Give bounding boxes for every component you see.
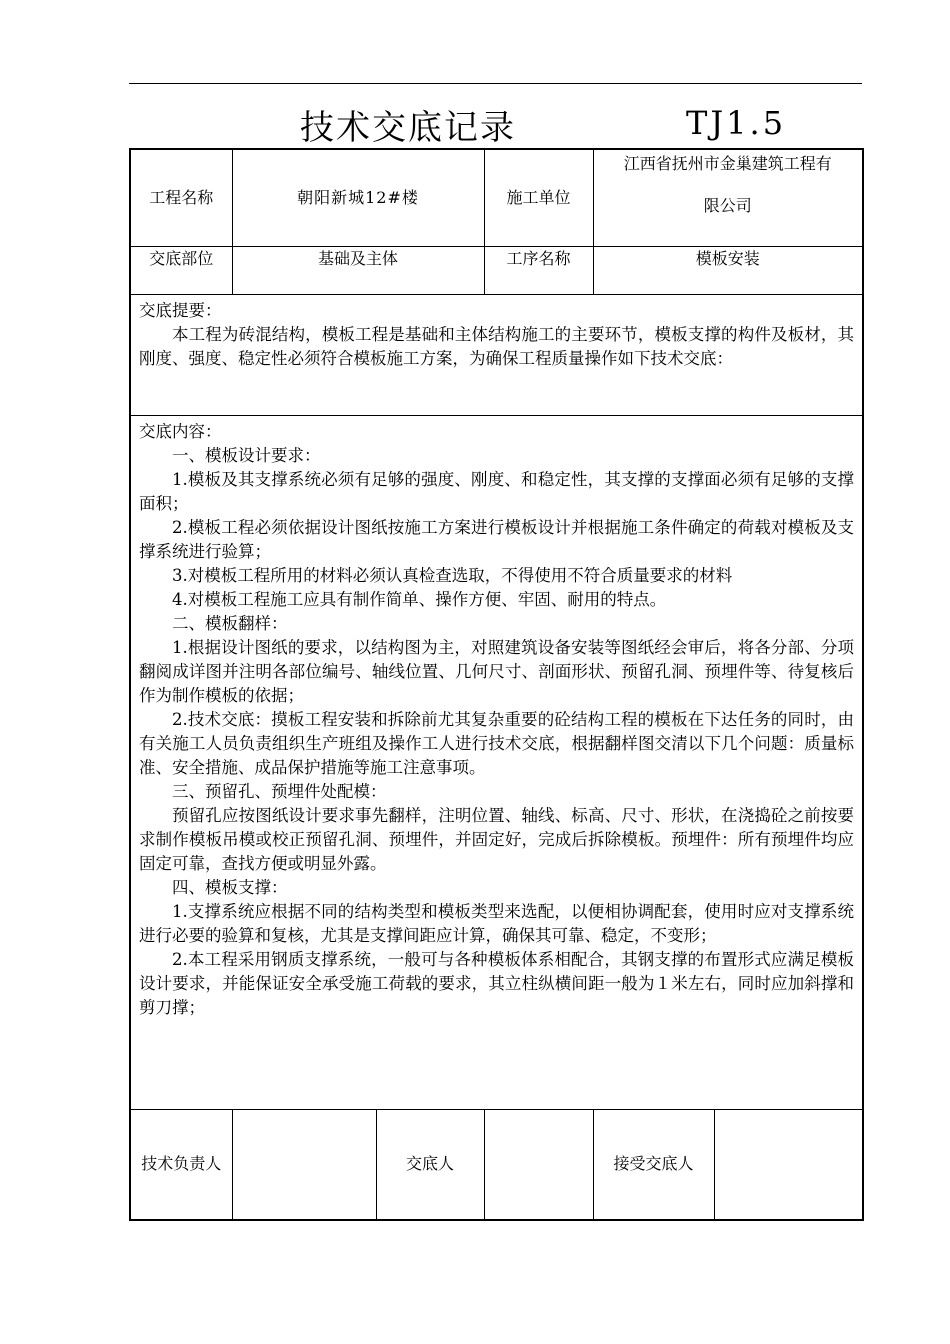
construction-unit-value [593,149,863,246]
construction-unit-line1: 江西省抚州市金巢建筑工程有 [623,154,832,173]
content-paragraph: 1.支撑系统应根据不同的结构类型和模板类型来选配，以便相协调配套，使用时应对支撑系统进行必要的验算和复核，尤其是支撑间距应计算，确保其可靠、稳定，不变形； [139,901,855,945]
content-paragraph: 1.模板及其支撑系统必须有足够的强度、刚度、和稳定性，其支撑的支撑面必须有足够的支撑面积； [139,469,855,513]
summary-row [130,294,863,415]
content-paragraph: 3.对模板工程所用的材料必须认真检查选取，不得使用不符合质量要求的材料 [172,565,733,585]
project-name-value: 朝阳新城12#楼 [232,149,484,246]
project-name-label: 工程名称 [130,149,232,246]
section-heading: 三、预留孔、预埋件处配模： [172,781,387,801]
disclosure-part-value: 基础及主体 [232,246,484,294]
process-name-label: 工序名称 [484,246,593,294]
content-paragraph: 2.本工程采用钢质支撑系统，一般可与各种模板体系相配合，其钢支撑的布置形式应满足模板设计要求，并能保证安全承受施工荷载的要求，其立柱纵横间距一般为１米左右，同时应加斜撑和剪刀撑； [139,949,855,1017]
document-title: 技术交底记录 [300,108,516,148]
summary-label: 交底提要： [139,300,222,320]
document-code: TJ1.5 [686,104,787,142]
section-heading: 一、模板设计要求： [172,445,321,465]
top-rule [129,83,862,84]
content-block [130,415,863,1109]
part-row [130,246,863,294]
tech-lead-label: 技术负责人 [130,1109,232,1220]
construction-unit-line2: 限公司 [703,196,752,215]
summary-block [130,294,863,415]
project-row [130,149,863,246]
discloser-label: 交底人 [376,1109,484,1220]
content-paragraph: 预留孔应按图纸设计要求事先翻样，注明位置、轴线、标高、尺寸、形状，在浇捣砼之前按要求制作模板吊模或校正预留孔洞、预埋件，并固定好，完成后拆除模板。预埋件：所有预埋件均应固定可靠，查找方便或明显外露。 [139,805,855,873]
content-paragraph: 2.技术交底：摸板工程安装和拆除前尤其复杂重要的砼结构工程的模板在下达任务的同时，由有关施工人员负责组织生产班组及操作工人进行技术交底，根据翻样图交清以下几个问题：质量标准、安全措施、成品保护措施等施工注意事项。 [139,709,855,777]
construction-unit-label: 施工单位 [484,149,593,246]
content-paragraph: 1.根据设计图纸的要求，以结构图为主，对照建筑设备安装等图纸经会审后，将各分部、分项翻阅成详图并注明各部位编号、轴线位置、几何尺寸、剖面形状、预留孔洞、预埋件等、待复核后作为制作模板的依据； [139,637,855,705]
content-row [130,415,863,1109]
section-heading: 四、模板支撑： [172,877,288,897]
summary-text: 本工程为砖混结构，模板工程是基础和主体结构施工的主要环节，模板支撑的构件及板材，其刚度、强度、稳定性必须符合模板施工方案，为确保工程质量操作如下技术交底： [139,324,855,368]
signature-row [130,1109,863,1220]
section-heading: 二、模板翻样： [172,613,288,633]
discloser-signature[interactable] [484,1109,593,1220]
content-paragraph: 2.模板工程必须依据设计图纸按施工方案进行模板设计并根据施工条件确定的荷载对模板及支撑系统进行验算； [139,517,855,561]
disclosure-part-label: 交底部位 [130,246,232,294]
content-label: 交底内容： [139,421,222,441]
receiver-label: 接受交底人 [593,1109,714,1220]
tech-lead-signature[interactable] [232,1109,376,1220]
receiver-signature[interactable] [714,1109,863,1220]
process-name-value: 模板安装 [593,246,863,294]
record-table [129,148,864,1221]
content-paragraph: 4.对模板工程施工应具有制作简单、操作方便、牢固、耐用的特点。 [172,589,667,609]
